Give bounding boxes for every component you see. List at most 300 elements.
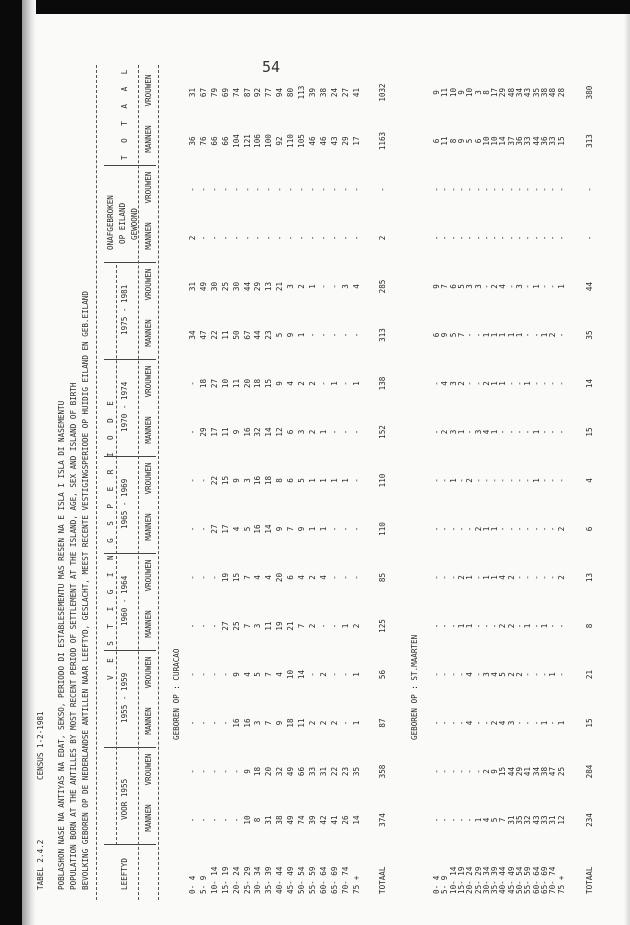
table-cell: - — [440, 235, 450, 241]
table-cell: - — [531, 235, 541, 241]
table-cell: - — [539, 235, 549, 241]
table-cell: - — [539, 429, 549, 435]
table-cell: 1 — [490, 575, 500, 580]
table-cell: - — [188, 187, 197, 192]
age-group-label: 20- 24 — [231, 866, 241, 894]
table-cell: - — [481, 720, 491, 726]
table-cell: 1 — [539, 623, 549, 629]
table-cell: 15 — [231, 572, 241, 583]
table-cell: 2 — [456, 381, 466, 386]
table-cell: - — [539, 381, 549, 386]
table-cell: 67 — [242, 330, 252, 340]
table-cell: 10 — [286, 669, 296, 680]
table-cell: 10 — [490, 136, 500, 146]
table-cell: - — [198, 623, 208, 629]
table-cell: 6 — [473, 138, 483, 144]
table-cell: - — [523, 429, 533, 435]
table-cell: - — [432, 429, 441, 435]
table-cell: 15 — [556, 136, 566, 146]
table-cell: - — [490, 187, 500, 192]
table-cell: 32 — [275, 766, 285, 777]
table-cell: 5 — [448, 332, 458, 338]
table-cell: 19 — [275, 621, 285, 631]
table-cell: 31 — [318, 766, 328, 777]
table-cell: - — [307, 235, 317, 241]
table-cell: 1 — [506, 332, 516, 338]
table-cell: - — [465, 817, 475, 823]
male-header: MANNEN — [144, 125, 153, 153]
total-cell: 13 — [585, 572, 594, 583]
table-cell: 6 — [286, 575, 296, 580]
table-cell: - — [231, 187, 241, 192]
table-cell: - — [498, 478, 508, 483]
table-cell: - — [275, 187, 285, 192]
period-divider — [116, 265, 117, 845]
table-cell: 3 — [448, 429, 458, 435]
table-cell: 92 — [275, 136, 285, 146]
table-cell: 1 — [307, 284, 317, 289]
table-cell: 100 — [264, 134, 274, 148]
age-group-label: 75 + — [351, 875, 361, 894]
table-cell: 2 — [556, 526, 566, 532]
table-cell: - — [473, 672, 483, 677]
table-cell: 1 — [318, 478, 328, 483]
total-cell: 87 — [378, 718, 387, 728]
table-cell: - — [440, 769, 450, 774]
table-cell: 16 — [231, 718, 241, 728]
table-cell: 2 — [329, 720, 339, 726]
total-cell: 374 — [378, 813, 387, 827]
table-cell: 3 — [242, 478, 252, 483]
table-cell: - — [340, 187, 350, 192]
table-cell: - — [481, 284, 491, 289]
period-header: 1965 - 1969 — [120, 478, 129, 529]
table-cell: 2 — [307, 575, 317, 580]
table-cell: 37 — [506, 136, 516, 146]
total-cell: 56 — [378, 669, 387, 680]
table-cell: 36 — [188, 136, 197, 146]
period-header: 1960 - 1964 — [120, 575, 129, 626]
table-cell: - — [473, 478, 483, 483]
table-cell: 3 — [473, 90, 483, 95]
table-cell: - — [465, 526, 475, 532]
table-cell: 6 — [286, 429, 296, 435]
table-cell: 22 — [209, 475, 219, 486]
table-cell: 121 — [242, 134, 252, 148]
table-cell: 39 — [307, 87, 317, 98]
table-cell: - — [531, 187, 541, 192]
table-cell: - — [506, 235, 516, 241]
table-cell: 12 — [556, 815, 566, 825]
table-cell: - — [329, 187, 339, 192]
table-cell: 2 — [307, 381, 317, 386]
total-cell: 2 — [378, 235, 387, 241]
table-cell: 7 — [297, 623, 306, 629]
table-cell: - — [432, 623, 441, 629]
table-cell: 1 — [539, 332, 549, 338]
total-cell: 125 — [378, 619, 387, 633]
table-cell: - — [351, 478, 361, 483]
table-cell: - — [523, 284, 533, 289]
table-cell: - — [539, 478, 549, 483]
table-cell: 7 — [440, 284, 450, 289]
table-cell: - — [432, 817, 441, 823]
table-cell: 20 — [264, 766, 274, 777]
age-group-label: 50- 54 — [515, 866, 524, 894]
table-cell: - — [498, 235, 508, 241]
table-cell: 13 — [264, 281, 274, 292]
table-cell: 34 — [188, 330, 197, 340]
age-group-label: 35- 39 — [490, 866, 500, 894]
table-cell: 9 — [231, 478, 241, 483]
table-cell: - — [188, 575, 197, 580]
table-cell: - — [440, 623, 450, 629]
table-cell: 34 — [531, 766, 541, 777]
table-cell: - — [440, 526, 450, 532]
table-cell: 4 — [264, 575, 274, 580]
title-papiamentu: POBLASHON NASE NA ANTIYAS NA EDAT, SEKSO, PERIODO DI ESTABLESEMENTU MAS RESEN NA E ISLA I ISLA DI NASEMENTU — [57, 400, 66, 890]
table-cell: - — [448, 817, 458, 823]
table-cell: 18 — [253, 766, 263, 777]
table-cell: 44 — [242, 281, 252, 292]
table-cell: - — [515, 381, 524, 386]
table-cell: - — [473, 623, 483, 629]
table-cell: 27 — [209, 378, 219, 389]
age-group-label: 35- 39 — [264, 866, 274, 894]
table-cell: 33 — [523, 136, 533, 146]
table-cell: 30 — [209, 281, 219, 292]
table-cell: - — [556, 235, 566, 241]
table-cell: - — [481, 478, 491, 483]
table-cell: 2 — [548, 332, 558, 338]
table-cell: 48 — [548, 87, 558, 98]
table-cell: - — [198, 720, 208, 726]
total-cell: 1163 — [378, 131, 387, 151]
table-cell: 1 — [481, 575, 491, 580]
table-cell: 10 — [242, 815, 252, 825]
table-cell: - — [220, 235, 230, 241]
table-cell: 3 — [481, 672, 491, 677]
table-cell: - — [432, 381, 441, 386]
table-cell: - — [297, 235, 306, 241]
table-cell: 10 — [465, 87, 475, 98]
table-cell: 4 — [351, 284, 361, 289]
age-group-label: 30- 34 — [481, 866, 491, 894]
table-cell: 5 — [297, 478, 306, 483]
table-cell: - — [531, 332, 541, 338]
total-cell: 21 — [585, 669, 594, 680]
table-cell: - — [531, 672, 541, 677]
table-cell: 1 — [531, 429, 541, 435]
table-cell: 4 — [498, 575, 508, 580]
table-cell: - — [523, 187, 533, 192]
table-cell: - — [456, 235, 466, 241]
total-cell: 4 — [585, 478, 594, 483]
table-cell: - — [329, 284, 339, 289]
table-cell: 7 — [264, 720, 274, 726]
table-cell: - — [456, 187, 466, 192]
age-group-label: 70- 74 — [548, 866, 558, 894]
table-cell: 76 — [198, 136, 208, 146]
table-cell: 4 — [253, 575, 263, 580]
table-cell: 1 — [351, 381, 361, 386]
table-cell: - — [351, 187, 361, 192]
age-group-label: 60- 64 — [318, 866, 328, 894]
table-cell: 74 — [297, 815, 306, 825]
table-cell: - — [456, 720, 466, 726]
table-cell: 10 — [481, 136, 491, 146]
table-cell: 22 — [209, 330, 219, 340]
table-cell: 17 — [220, 524, 230, 534]
table-cell: 1 — [318, 429, 328, 435]
table-cell: 2 — [307, 720, 317, 726]
age-group-label: 0- 4 — [188, 875, 197, 894]
table-cell: - — [473, 332, 483, 338]
table-cell: - — [329, 623, 339, 629]
total-header: T O T A A L — [120, 65, 129, 160]
table-cell: - — [465, 187, 475, 192]
table-cell: 2 — [481, 381, 491, 386]
table-cell: 8 — [481, 90, 491, 95]
age-group-label: 75 + — [556, 875, 566, 894]
age-group-label: 40- 44 — [275, 866, 285, 894]
table-cell: 1 — [548, 672, 558, 677]
table-cell: 4 — [498, 720, 508, 726]
table-cell: 3 — [340, 284, 350, 289]
table-cell: 1 — [481, 332, 491, 338]
table-cell: - — [506, 429, 516, 435]
table-cell: 1 — [465, 623, 475, 629]
table-cell: 9 — [275, 381, 285, 386]
table-cell: 11 — [440, 136, 450, 146]
table-cell: - — [340, 526, 350, 532]
table-cell: 1 — [556, 720, 566, 726]
table-cell: 6 — [286, 478, 296, 483]
table-cell: 35 — [351, 766, 361, 777]
table-cell: - — [242, 235, 252, 241]
table-cell: - — [318, 381, 328, 386]
table-cell: - — [188, 817, 197, 823]
table-cell: - — [329, 672, 339, 677]
column-separator — [104, 844, 156, 845]
table-cell: 2 — [297, 284, 306, 289]
table-cell: 14 — [498, 136, 508, 146]
table-cell: - — [188, 623, 197, 629]
table-cell: 1 — [490, 526, 500, 532]
age-group-label: 50- 54 — [297, 866, 306, 894]
table-cell: - — [515, 235, 524, 241]
table-cell: 4 — [440, 381, 450, 386]
table-cell: - — [432, 235, 441, 241]
table-cell: - — [209, 672, 219, 677]
table-cell: 2 — [440, 429, 450, 435]
table-cell: 79 — [209, 87, 219, 98]
age-header: LEEFTYD — [120, 857, 129, 890]
age-group-label: 65- 69 — [329, 866, 339, 894]
table-cell: 16 — [242, 427, 252, 437]
table-cell: - — [473, 575, 483, 580]
table-cell: 49 — [286, 766, 296, 777]
age-group-label: 55- 59 — [523, 866, 533, 894]
table-cell: 44 — [531, 136, 541, 146]
total-cell: 284 — [585, 764, 594, 779]
table-cell: 3 — [515, 284, 524, 289]
table-cell: 49 — [286, 815, 296, 825]
table-cell: - — [198, 769, 208, 774]
table-cell: 47 — [548, 766, 558, 777]
table-cell: 1 — [329, 381, 339, 386]
table-cell: 9 — [432, 284, 441, 289]
title-english: POPULATION BORN AT THE ANTILLES BY MOST RECENT PERIOD OF SETTLEMENT AT THE ISLAND, AGE, SEX AND ISLAND OF BIRTH — [69, 382, 78, 890]
table-cell: - — [307, 187, 317, 192]
table-cell: 32 — [253, 427, 263, 437]
table-cell: - — [498, 187, 508, 192]
total-cell: 380 — [585, 85, 594, 100]
table-cell: 3 — [286, 284, 296, 289]
table-cell: - — [481, 235, 491, 241]
table-cell: 36 — [539, 136, 549, 146]
table-cell: - — [231, 769, 241, 774]
table-cell: - — [515, 478, 524, 483]
table-cell: 6 — [448, 284, 458, 289]
table-cell: 1 — [340, 623, 350, 629]
table-cell: - — [531, 575, 541, 580]
table-cell: - — [253, 235, 263, 241]
table-cell: - — [539, 575, 549, 580]
table-cell: 4 — [275, 672, 285, 677]
table-cell: 41 — [523, 766, 533, 777]
age-group-label: 40- 44 — [498, 866, 508, 894]
table-cell: 7 — [242, 575, 252, 580]
table-cell: - — [329, 235, 339, 241]
table-cell: - — [198, 817, 208, 823]
table-cell: 19 — [220, 572, 230, 583]
table-cell: - — [548, 720, 558, 726]
table-cell: 21 — [286, 621, 296, 631]
table-cell: 9 — [231, 429, 241, 435]
total-cell: - — [378, 187, 387, 192]
table-cell: - — [448, 623, 458, 629]
male-header: MANNEN — [144, 707, 153, 735]
table-cell: 29 — [253, 281, 263, 292]
table-cell: 106 — [253, 134, 263, 148]
table-cell: 11 — [220, 427, 230, 437]
table-cell: 44 — [253, 330, 263, 340]
table-cell: - — [440, 187, 450, 192]
male-header: MANNEN — [144, 804, 153, 832]
table-cell: - — [329, 575, 339, 580]
table-cell: 2 — [318, 672, 328, 677]
table-cell: 1 — [465, 575, 475, 580]
table-cell: 28 — [556, 87, 566, 98]
table-cell: 21 — [275, 281, 285, 292]
table-cell: - — [188, 720, 197, 726]
table-cell: - — [340, 332, 350, 338]
table-cell: 3 — [253, 720, 263, 726]
table-cell: 9 — [440, 332, 450, 338]
table-cell: - — [209, 720, 219, 726]
age-group-label: 0- 4 — [432, 875, 441, 894]
table-cell: - — [340, 672, 350, 677]
table-cell: - — [448, 769, 458, 774]
table-cell: 1 — [473, 817, 483, 823]
table-cell: - — [465, 235, 475, 241]
table-cell: 2 — [307, 623, 317, 629]
table-cell: - — [275, 235, 285, 241]
table-cell: 43 — [531, 815, 541, 825]
census-date: CENSUS 1-2-1981 — [36, 711, 45, 780]
table-cell: 16 — [242, 718, 252, 728]
table-cell: 110 — [286, 134, 296, 148]
table-cell: 2 — [297, 381, 306, 386]
table-cell: 8 — [253, 817, 263, 823]
table-cell: - — [539, 284, 549, 289]
table-cell: 23 — [264, 330, 274, 340]
table-cell: 16 — [253, 524, 263, 534]
table-cell: 38 — [318, 87, 328, 98]
total-cell: 110 — [378, 473, 387, 488]
table-cell: 9 — [456, 138, 466, 144]
table-cell: - — [481, 187, 491, 192]
table-cell: - — [432, 575, 441, 580]
table-cell: - — [440, 720, 450, 726]
table-cell: 77 — [264, 87, 274, 98]
table-cell: - — [307, 332, 317, 338]
table-cell: - — [440, 478, 450, 483]
table-cell: - — [539, 187, 549, 192]
age-group-label: 55- 59 — [307, 866, 317, 894]
table-cell: - — [432, 720, 441, 726]
table-cell: - — [531, 720, 541, 726]
table-cell: 18 — [286, 718, 296, 728]
table-cell: 30 — [231, 281, 241, 292]
table-cell: - — [456, 672, 466, 677]
male-header: MANNEN — [144, 610, 153, 638]
table-cell: - — [456, 817, 466, 823]
table-cell: 14 — [297, 669, 306, 680]
table-cell: 5 — [465, 138, 475, 144]
table-cell: 1 — [481, 526, 491, 532]
table-cell: - — [556, 381, 566, 386]
table-cell: 41 — [351, 87, 361, 98]
table-cell: 1 — [498, 332, 508, 338]
table-cell: - — [556, 429, 566, 435]
table-cell: 9 — [275, 720, 285, 726]
table-cell: 9 — [490, 769, 500, 774]
table-cell: 9 — [242, 769, 252, 774]
table-cell: 1 — [307, 478, 317, 483]
table-cell: 43 — [329, 136, 339, 146]
table-cell: 15 — [220, 475, 230, 486]
table-cell: - — [351, 332, 361, 338]
table-cell: - — [264, 235, 274, 241]
table-cell: 2 — [307, 429, 317, 435]
table-cell: - — [340, 235, 350, 241]
table-cell: - — [531, 381, 541, 386]
table-cell: 14 — [351, 815, 361, 825]
table-cell: 1 — [490, 429, 500, 435]
table-cell: 17 — [490, 87, 500, 98]
table-cell: - — [351, 235, 361, 241]
table-cell: 104 — [231, 134, 241, 148]
table-cell: 7 — [498, 817, 508, 823]
table-cell: - — [286, 235, 296, 241]
table-cell: 2 — [456, 575, 466, 580]
table-cell: - — [523, 720, 533, 726]
table-cell: - — [318, 623, 328, 629]
table-cell: - — [456, 526, 466, 532]
table-cell: 1 — [456, 429, 466, 435]
